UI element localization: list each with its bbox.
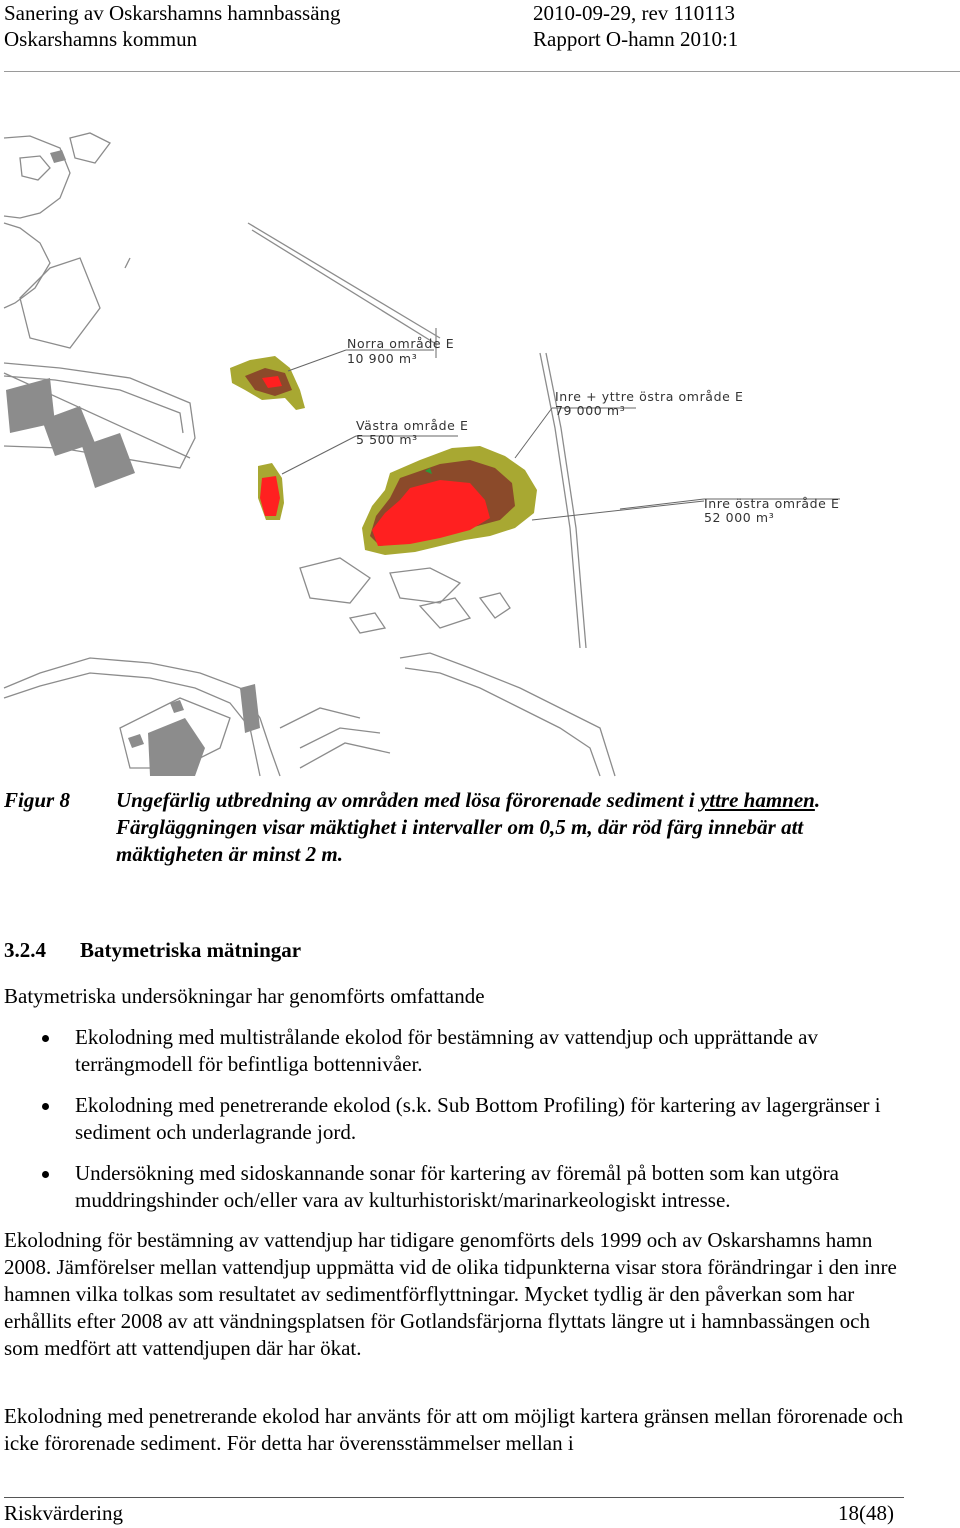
map-label-vastra-name: Västra område E xyxy=(356,418,469,433)
map-label-inre-yttre-volume: 79 000 m³ xyxy=(555,403,626,418)
bullet-icon xyxy=(42,1103,49,1110)
footer-left: Riskvärdering xyxy=(4,1501,123,1525)
header-date-rev: 2010-09-29, rev 110113 xyxy=(533,1,735,25)
map-label-norra-volume: 10 900 m³ xyxy=(347,351,418,366)
section-title: Batymetriska mätningar xyxy=(80,938,302,962)
footer-rule xyxy=(4,1497,904,1498)
paragraph: Ekolodning för bestämning av vattendjup har tidigare genomförts dels 1999 och av Oskarshamns hamn 2008. Jämförelser mellan vattendjup uppmätta vid de olika tidpunkterna visar stora förändringar i den inre hamnen vilka tolkas som resultatet av sedimentförflyttningar. Mycket tydlig är den påverkan som har erhållits efter 2008 av att vändningsplatsen för Gotlandsfärjorna flyttats längre ut i hamnbassängen och som medfört att vattendjupen där har ökat. xyxy=(4,1228,897,1360)
map-label-inre-ostra-volume: 52 000 m³ xyxy=(704,510,775,525)
map-label-norra-name: Norra område E xyxy=(347,336,455,351)
paragraph: Ekolodning med penetrerande ekolod har använts för att om möjligt kartera gränsen mellan förorenade och icke förorenade sediment. För detta har överensstämmelser mellan i xyxy=(4,1404,904,1455)
bullet-icon xyxy=(42,1035,49,1042)
section-number: 3.2.4 xyxy=(4,938,46,962)
header-rule xyxy=(4,71,960,72)
map-label-vastra-volume: 5 500 m³ xyxy=(356,432,418,447)
figure-caption: Ungefärlig utbredning av områden med lösa förorenade sediment i yttre hamnen. Färgläggningen visar mäktighet i intervaller om 0,5 m, där röd färg innebär att mäktigheten är minst 2 m. xyxy=(116,788,821,866)
map-label-inre-yttre-name: Inre + yttre östra område E xyxy=(555,389,744,404)
header-title: Sanering av Oskarshamns hamnbassäng xyxy=(4,1,341,25)
list-item: Ekolodning med multistrålande ekolod för bestämning av vattendjup och upprättande av terrängmodell för befintliga bottennivåer. xyxy=(75,1024,905,1078)
bullet-icon xyxy=(42,1171,49,1178)
map-overflow xyxy=(620,128,950,776)
map-label-inre-ostra-name: Inre östra område E xyxy=(704,496,840,511)
list-item: Undersökning med sidoskannande sonar för kartering av föremål på botten som kan utgöra muddringshinder och/eller vara av kulturhistoriskt/marinarkeologiskt intresse. xyxy=(75,1160,905,1214)
header-report: Rapport O-hamn 2010:1 xyxy=(533,27,739,51)
page-number: 18(48) xyxy=(838,1501,894,1525)
figure-caption-link: yttre hamnen xyxy=(699,788,815,812)
list-item: Ekolodning med penetrerande ekolod (s.k. Sub Bottom Profiling) för kartering av lagergränser i sediment och underlagrande jord. xyxy=(75,1092,905,1146)
header-org: Oskarshamns kommun xyxy=(4,27,198,51)
figure-label: Figur 8 xyxy=(4,788,70,812)
section-intro: Batymetriska undersökningar har genomförts omfattande xyxy=(4,984,485,1008)
